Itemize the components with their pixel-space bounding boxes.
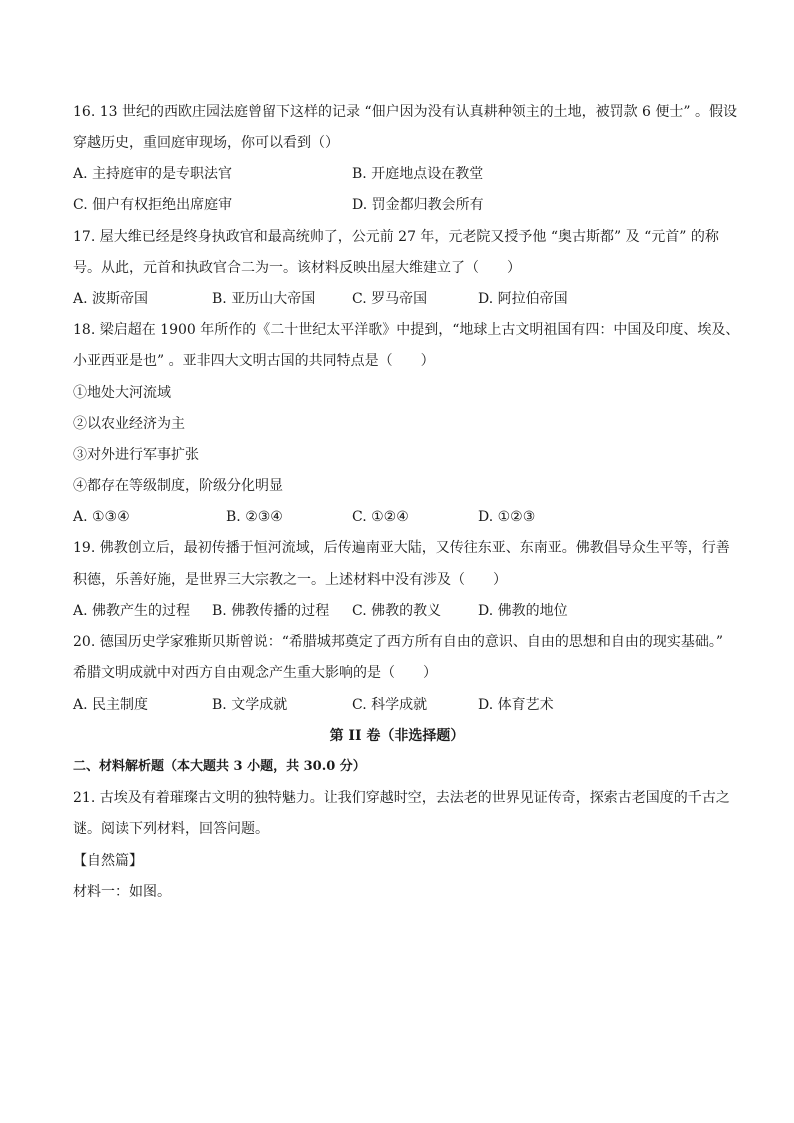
part-2-heading: 二、材料解析题（本大题共 3 小题，共 30.0 分） [73,759,366,774]
q17-option-b: B. 亚历山大帝国 [212,291,316,307]
q18-statement-2: ②以农业经济为主 [73,416,185,432]
q20-option-a: A. 民主制度 [73,697,149,713]
q21-stem-line2: 谜。阅读下列材料，回答问题。 [73,821,269,837]
q16-option-d: D. 罚金都归教会所有 [352,197,484,213]
q20-option-c: C. 科学成就 [352,697,428,713]
q17-option-a: A. 波斯帝国 [73,291,149,307]
q20-stem-line2: 希腊文明成就中对西方自由观念产生重大影响的是（ ） [73,665,437,681]
q19-stem-line2: 积德，乐善好施，是世界三大宗教之一。上述材料中没有涉及（ ） [73,572,507,588]
q17-stem-line1: 17. 屋大维已经是终身执政官和最高统帅了，公元前 27 年，元老院又授予他 “奥古斯都” 及 “元首” 的称 [73,229,719,245]
q17-stem-line2: 号。从此，元首和执政官合二为一。该材料反映出屋大维建立了（ ） [73,260,521,276]
q16-option-b: B. 开庭地点设在教堂 [352,166,484,182]
q18-option-d: D. ①②③ [478,509,536,525]
section-2-title: 第 II 卷（非选择题） [329,728,465,744]
q18-statement-4: ④都存在等级制度，阶级分化明显 [73,478,283,494]
q16-stem-line2: 穿越历史，重回庭审现场，你可以看到（） [73,135,339,151]
q17-option-d: D. 阿拉伯帝国 [478,291,568,307]
q20-stem-line1: 20. 德国历史学家雅斯贝斯曾说：“希腊城邦奠定了西方所有自由的意识、自由的思想和自由的现实基础。” [73,634,724,650]
q18-option-c: C. ①②④ [352,509,409,525]
q18-statement-3: ③对外进行军事扩张 [73,447,199,463]
q20-option-d: D. 体育艺术 [478,697,554,713]
q21-material-1: 材料一：如图。 [73,884,171,900]
q18-stem-line1: 18. 梁启超在 1900 年所作的《二十世纪太平洋歌》中提到，“地球上古文明祖国有四：中国及印度、埃及、 [73,322,740,338]
q21-subheading: 【自然篇】 [73,853,143,869]
q16-option-c: C. 佃户有权拒绝出席庭审 [73,197,233,213]
q16-option-a: A. 主持庭审的是专职法官 [73,166,233,182]
q19-option-a: A. 佛教产生的过程 [73,603,191,619]
q18-statement-1: ①地处大河流域 [73,385,171,401]
q19-stem-line1: 19. 佛教创立后，最初传播于恒河流域，后传遍南亚大陆，又传往东亚、东南亚。佛教倡导众生平等，行善 [73,540,730,556]
q18-option-b: B. ②③④ [226,509,283,525]
q21-stem-line1: 21. 古埃及有着璀璨古文明的独特魅力。让我们穿越时空，去法老的世界见证传奇，探索古老国度的千古之 [73,790,730,806]
q19-option-d: D. 佛教的地位 [478,603,568,619]
q20-option-b: B. 文学成就 [212,697,288,713]
q17-option-c: C. 罗马帝国 [352,291,428,307]
q16-stem-line1: 16. 13 世纪的西欧庄园法庭曾留下这样的记录 “佃户因为没有认真耕种领主的土地，被罚款 6 便士” 。假设 [73,104,737,120]
q19-option-c: C. 佛教的教义 [352,603,442,619]
q18-stem-line2: 小亚西亚是也” 。亚非四大文明古国的共同特点是（ ） [73,353,435,369]
q19-option-b: B. 佛教传播的过程 [212,603,330,619]
q18-option-a: A. ①③④ [73,509,130,525]
